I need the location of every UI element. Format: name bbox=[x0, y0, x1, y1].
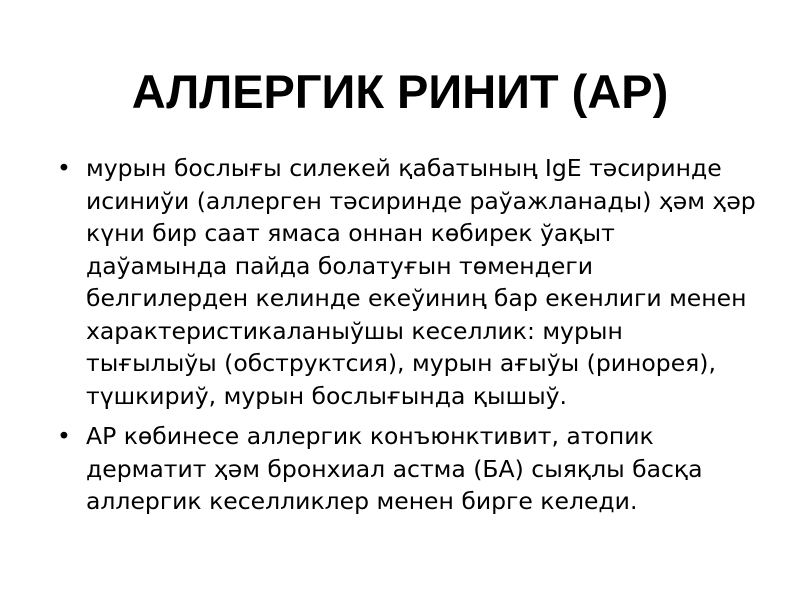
slide-title: АЛЛЕРГИК РИНИТ (АР) bbox=[131, 65, 669, 118]
bullet-text: АР көбинесе аллергик конъюнктивит, атопик дерматит ҳәм бронхиал астма (БА) сыяқлы басқа аллергик кеселликлер менен бирге келеди. bbox=[86, 422, 703, 515]
bullet-text: мурын бослығы силекей қабатының IgE тәсиринде исиниўи (аллерген тәсиринде раўажланады) ҳәм ҳәр күни бир саат ямаса оннан көбирек ўақыт даўамында пайда болатуғын төмендеги белгилерден келинде екеўиниң бар екенлиги менен характеристикаланыўшы кеселлик: мурын тығылыўы (обструктсия), мурын ағыўы (ринорея), түшкириў, мурын бослығында қышыў. bbox=[86, 154, 756, 410]
bullet-marker: • bbox=[57, 154, 71, 182]
bullet-item bbox=[56, 152, 756, 412]
bullet-list bbox=[56, 152, 756, 526]
bullet-marker: • bbox=[57, 422, 71, 450]
bullet-item bbox=[56, 420, 756, 518]
